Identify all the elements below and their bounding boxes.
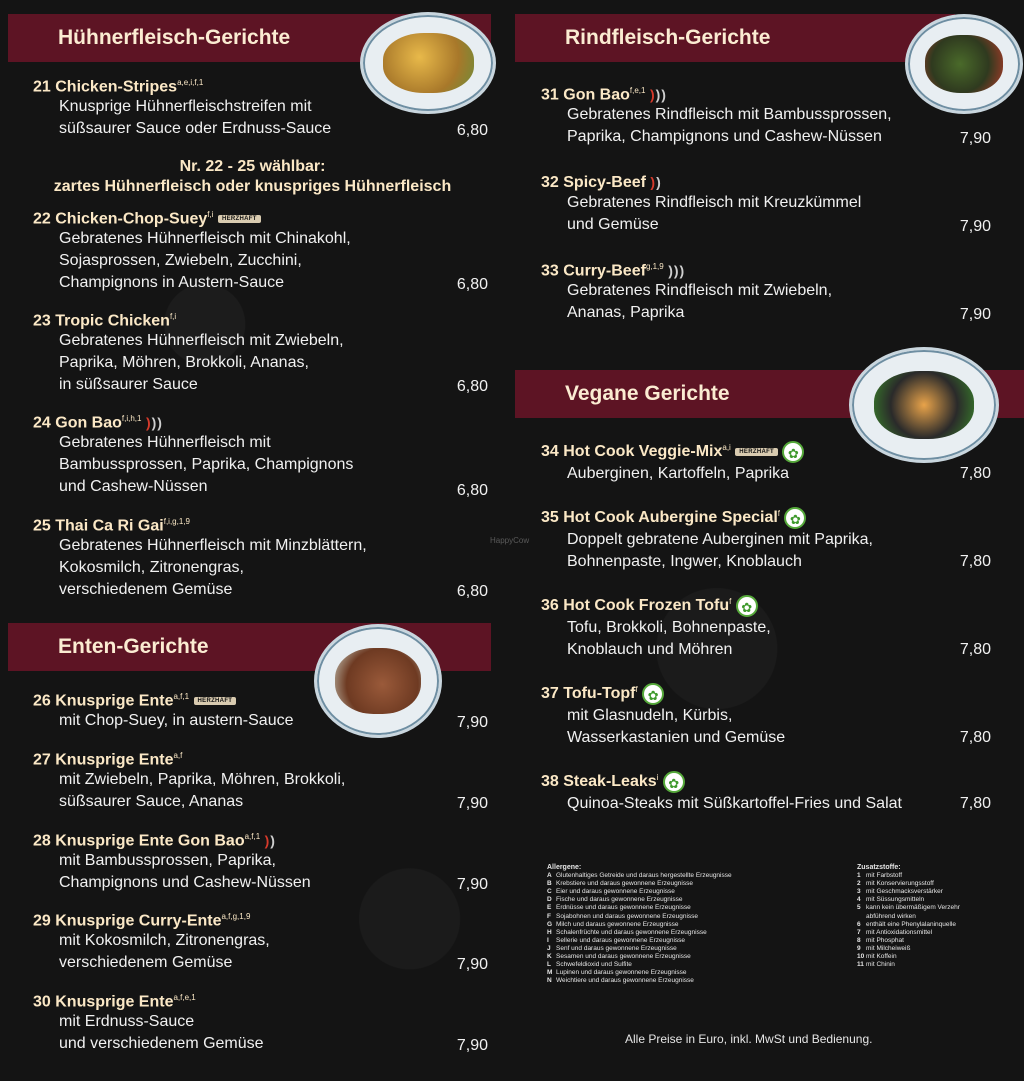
legend-key: H: [547, 928, 552, 936]
item-desc-line: und Cashew-Nüssen: [59, 478, 208, 496]
legend-row: [857, 904, 1022, 912]
item-title: 28 Knusprige Ente Gon Bao: [33, 832, 245, 850]
legend-text: mit Farbstoff: [866, 872, 903, 880]
menu-item-35: [541, 507, 991, 573]
item-desc-line: mit Kokosmilch, Zitronengras,: [59, 932, 270, 950]
legend-row: [857, 945, 1022, 953]
item-price: 6,80: [456, 583, 488, 600]
item-allergens: f,i,h,1: [121, 414, 142, 423]
item-allergens: f: [777, 508, 781, 518]
legend-row: [857, 913, 1022, 921]
legend-text: Weichtiere und daraus gewonnene Erzeugnisse: [556, 977, 694, 985]
item-title: 31 Gon Bao: [541, 86, 630, 104]
legend-text: mit Milcheiweiß: [866, 944, 911, 952]
legend-row: [857, 872, 1022, 880]
legend-text: mit Chinin: [866, 961, 895, 969]
item-price: 7,90: [959, 130, 991, 147]
legend-key: 10: [857, 953, 865, 961]
legend-row: [547, 945, 827, 953]
item-desc-line: Quinoa-Steaks mit Süßkartoffel-Fries und Salat: [567, 795, 902, 812]
item-desc-line: Bohnenpaste, Ingwer, Knoblauch: [567, 553, 802, 570]
legend-key: 3: [857, 888, 861, 896]
allergen-legend-title: Allergene:: [547, 864, 582, 871]
legend-row: [547, 904, 827, 912]
item-desc-line: Gebratenes Hühnerfleisch mit Zwiebeln,: [59, 332, 344, 350]
item-price: 7,80: [959, 465, 991, 482]
item-title: 22 Chicken-Chop-Suey: [33, 210, 208, 228]
legend-row: [547, 937, 827, 945]
item-desc-line: Kokosmilch, Zitronengras,: [59, 559, 244, 577]
legend-row: [547, 921, 827, 929]
item-allergens: f,i,g,1,9: [163, 517, 190, 526]
legend-row: [857, 921, 1022, 929]
legend-row: [857, 953, 1022, 961]
item-desc-line: Paprika, Champignons und Cashew-Nüssen: [567, 128, 882, 146]
legend-text: Sellerie und daraus gewonnene Erzeugnisse: [556, 936, 686, 944]
legend-key: F: [547, 912, 551, 920]
item-allergens: a,f,1: [244, 832, 261, 841]
item-desc-line: Gebratenes Rindfleisch mit Zwiebeln,: [567, 282, 833, 300]
legend-text: mit Geschmacksverstärker: [866, 888, 943, 896]
legend-text: Erdnüsse und daraus gewonnene Erzeugnisse: [556, 904, 691, 912]
legend-row: [547, 961, 827, 969]
menu-item-22: [33, 210, 488, 294]
legend-row: [547, 888, 827, 896]
item-allergens: a,e,i,f,1: [177, 78, 204, 87]
legend-key: 2: [857, 880, 861, 888]
item-title: 26 Knusprige Ente: [33, 692, 174, 710]
legend-row: [547, 913, 827, 921]
item-title: 30 Knusprige Ente: [33, 993, 174, 1011]
legend-text: Sesamen und daraus gewonnene Erzeugnisse: [556, 953, 691, 961]
item-desc-line: Knusprige Hühnerfleischstreifen mit: [59, 98, 312, 116]
item-price: 7,90: [456, 956, 488, 973]
menu-item-23: [33, 312, 488, 396]
legend-row: [547, 969, 827, 977]
legend-row: [547, 880, 827, 888]
watermark: HappyCow: [490, 536, 530, 545]
allergen-legend: [547, 864, 827, 985]
item-desc-line: in süßsaurer Sauce: [59, 376, 198, 394]
legend-row: [857, 929, 1022, 937]
menu-item-29: [33, 912, 488, 974]
additive-legend-title: Zusatzstoffe:: [857, 864, 901, 871]
item-desc-line: Ananas, Paprika: [567, 304, 685, 322]
section-title: Vegane Gerichte: [565, 382, 730, 405]
legend-row: [547, 977, 827, 985]
legend-row: [857, 880, 1022, 888]
menu-item-37: [541, 683, 991, 749]
item-title: 29 Knusprige Curry-Ente: [33, 912, 222, 930]
item-title: 34 Hot Cook Veggie-Mix: [541, 443, 723, 461]
choice-note: [0, 158, 505, 196]
section-title: Enten-Gerichte: [58, 635, 209, 658]
menu-item-26: [33, 692, 488, 732]
item-price: 6,80: [456, 482, 488, 499]
item-title: 25 Thai Ca Ri Gai: [33, 517, 164, 535]
item-allergens: a,i: [722, 442, 731, 452]
leaf-icon: ✿: [736, 595, 758, 617]
legend-row: [547, 896, 827, 904]
menu-item-28: [33, 832, 488, 894]
item-desc-line: mit Bambussprossen, Paprika,: [59, 852, 276, 870]
legend-text: kann kein übermäßigem Verzehr: [866, 904, 960, 912]
legend-key: 5: [857, 904, 861, 912]
menu-item-25: [33, 517, 488, 601]
legend-row: [857, 896, 1022, 904]
legend-text: mit Phosphat: [866, 936, 904, 944]
legend-text: mit Süssungsmitteln: [866, 896, 925, 904]
item-desc-line: Wasserkastanien und Gemüse: [567, 729, 786, 746]
legend-text: Krebstiere und daraus gewonnene Erzeugnisse: [556, 880, 693, 888]
item-price: 7,90: [456, 1037, 488, 1054]
chili-icon: ))): [649, 86, 667, 103]
legend-row: [547, 929, 827, 937]
leaf-icon: ✿: [784, 507, 806, 529]
legend-key: 9: [857, 944, 861, 952]
legend-key: I: [547, 936, 549, 944]
section-header-beef: [515, 14, 955, 62]
item-price: 7,90: [959, 306, 991, 323]
item-price: 6,80: [456, 276, 488, 293]
leaf-icon: ✿: [663, 771, 685, 793]
herzhaft-badge: HERZHAFT: [735, 448, 778, 456]
item-title: 35 Hot Cook Aubergine Special: [541, 509, 778, 527]
section-title: Rindfleisch-Gerichte: [565, 26, 771, 49]
item-desc-line: Doppelt gebratene Auberginen mit Paprika,: [567, 531, 873, 548]
legend-text: Schwefeldioxid und Sulfite: [556, 961, 632, 969]
item-price: 6,80: [456, 122, 488, 139]
item-title: 38 Steak-Leaks: [541, 773, 657, 791]
legend-key: 11: [857, 961, 864, 969]
item-price: 7,90: [456, 714, 488, 731]
item-desc-line: mit Glasnudeln, Kürbis,: [567, 707, 733, 724]
legend-row: [547, 953, 827, 961]
item-desc-line: Bambussprossen, Paprika, Champignons: [59, 456, 354, 474]
item-allergens: f,i: [169, 312, 177, 321]
menu-item-21: [33, 78, 488, 140]
legend-key: 6: [857, 920, 861, 928]
item-desc-line: Auberginen, Kartoffeln, Paprika: [567, 465, 790, 482]
item-price: 7,80: [959, 729, 991, 746]
legend-text: mit Antioxidationsmittel: [866, 928, 933, 936]
legend-key: A: [547, 872, 552, 880]
legend-text: enthält eine Phenylalaninquelle: [866, 920, 956, 928]
item-allergens: a,f,1: [173, 692, 190, 701]
legend-text: mit Koffein: [866, 953, 897, 961]
item-title: 27 Knusprige Ente: [33, 751, 174, 769]
item-title: 33 Curry-Beef: [541, 262, 646, 280]
legend-key: D: [547, 896, 552, 904]
legend-key: G: [547, 920, 553, 928]
menu-item-34: [541, 441, 991, 485]
chili-icon: ))): [668, 262, 686, 279]
legend-text: abführend wirken: [866, 912, 916, 920]
menu-item-30: [33, 993, 488, 1055]
legend-key: 1: [857, 872, 861, 880]
herzhaft-badge: HERZHAFT: [218, 215, 261, 223]
legend-key: J: [547, 944, 551, 952]
legend-text: Milch und daraus gewonnene Erzeugnisse: [556, 920, 679, 928]
item-title: 21 Chicken-Stripes: [33, 78, 178, 96]
additive-legend: [857, 864, 1022, 969]
legend-key: L: [547, 961, 551, 969]
menu-item-32: [541, 174, 991, 236]
legend-key: N: [547, 977, 552, 985]
item-price: 7,80: [959, 795, 991, 812]
legend-text: mit Konservierungsstoff: [866, 880, 934, 888]
menu-item-24: [33, 414, 488, 498]
item-price: 6,80: [456, 378, 488, 395]
item-desc-line: und verschiedenem Gemüse: [59, 1035, 264, 1053]
item-title: 37 Tofu-Topf: [541, 685, 636, 703]
item-allergens: a,f: [173, 751, 183, 760]
legend-key: E: [547, 904, 552, 912]
choice-note-line: zartes Hühnerfleisch oder knuspriges Hühnerfleisch: [53, 178, 452, 195]
legend-key: B: [547, 880, 552, 888]
chili-icon: ))): [145, 414, 163, 431]
item-desc-line: Gebratenes Hühnerfleisch mit: [59, 434, 271, 452]
legend-text: Glutenhaltiges Getreide und daraus hergestellte Erzeugnisse: [556, 872, 732, 880]
menu-item-27: [33, 751, 488, 813]
legend-text: Eier und daraus gewonnene Erzeugnisse: [556, 888, 675, 896]
item-desc-line: Champignons in Austern-Sauce: [59, 274, 285, 292]
item-desc-line: mit Chop-Suey, in austern-Sauce: [59, 712, 294, 730]
item-desc-line: Champignons und Cashew-Nüssen: [59, 874, 311, 892]
item-allergens: a,f,g,1,9: [221, 912, 251, 921]
item-desc-line: süßsaurer Sauce, Ananas: [59, 793, 244, 811]
item-desc-line: mit Zwiebeln, Paprika, Möhren, Brokkoli,: [59, 771, 346, 789]
item-allergens: f,e,1: [629, 86, 646, 95]
item-title: 24 Gon Bao: [33, 414, 122, 432]
item-desc-line: Paprika, Möhren, Brokkoli, Ananas,: [59, 354, 309, 372]
legend-key: K: [547, 953, 552, 961]
choice-note-line: Nr. 22 - 25 wählbar:: [179, 158, 326, 175]
legend-key: M: [547, 969, 553, 977]
legend-key: 8: [857, 936, 861, 944]
item-allergens: f: [729, 596, 732, 606]
chili-icon: )): [264, 832, 276, 849]
menu-item-33: [541, 262, 991, 324]
section-title: Hühnerfleisch-Gerichte: [58, 26, 291, 49]
item-title: 23 Tropic Chicken: [33, 312, 170, 330]
item-desc-line: Tofu, Brokkoli, Bohnenpaste,: [567, 619, 771, 636]
item-desc-line: Sojasprossen, Zwiebeln, Zucchini,: [59, 252, 302, 270]
menu-item-36: [541, 595, 991, 661]
item-desc-line: süßsaurer Sauce oder Erdnuss-Sauce: [59, 120, 332, 138]
item-title: 36 Hot Cook Frozen Tofu: [541, 597, 730, 615]
item-desc-line: Gebratenes Rindfleisch mit Kreuzkümmel: [567, 194, 862, 211]
item-desc-line: verschiedenem Gemüse: [59, 581, 233, 599]
item-allergens: i: [656, 772, 659, 782]
item-desc-line: mit Erdnuss-Sauce: [59, 1013, 195, 1031]
item-desc-line: verschiedenem Gemüse: [59, 954, 233, 972]
price-footnote: Alle Preise in Euro, inkl. MwSt und Bedienung.: [625, 1032, 873, 1046]
item-allergens: g,1,9: [645, 262, 664, 271]
leaf-icon: ✿: [782, 441, 804, 463]
item-price: 7,80: [959, 553, 991, 570]
leaf-icon: ✿: [642, 683, 664, 705]
item-desc-line: Knoblauch und Möhren: [567, 641, 733, 658]
menu-item-31: [541, 86, 991, 148]
legend-key: 4: [857, 896, 861, 904]
legend-text: Schalenfrüchte und daraus gewonnene Erzeugnisse: [556, 928, 707, 936]
legend-row: [857, 888, 1022, 896]
legend-text: Fische und daraus gewonnene Erzeugnisse: [556, 896, 683, 904]
legend-key: C: [547, 888, 552, 896]
item-price: 7,90: [456, 876, 488, 893]
item-desc-line: Gebratenes Rindfleisch mit Bambussprossen,: [567, 106, 892, 124]
item-desc-line: Gebratenes Hühnerfleisch mit Minzblättern,: [59, 537, 367, 555]
item-price: 7,90: [959, 218, 991, 235]
item-allergens: f,i: [207, 210, 214, 219]
legend-text: Senf und daraus gewonnene Erzeugnisse: [556, 944, 677, 952]
legend-row: [857, 937, 1022, 945]
menu-item-38: [541, 771, 991, 815]
item-allergens: f: [635, 684, 638, 694]
legend-text: Sojabohnen und daraus gewonnene Erzeugnisse: [556, 912, 699, 920]
herzhaft-badge: HERZHAFT: [194, 697, 237, 705]
item-allergens: a,f,e,1: [173, 993, 196, 1002]
item-desc-line: Gebratenes Hühnerfleisch mit Chinakohl,: [59, 230, 351, 248]
item-price: 7,90: [456, 795, 488, 812]
legend-row: [547, 872, 827, 880]
legend-row: [857, 961, 1022, 969]
item-title: 32 Spicy-Beef: [541, 174, 646, 191]
item-desc-line: und Gemüse: [567, 216, 659, 233]
legend-key: 7: [857, 928, 861, 936]
item-price: 7,80: [959, 641, 991, 658]
legend-text: Lupinen und daraus gewonnene Erzeugnisse: [556, 969, 687, 977]
chili-icon: )): [650, 174, 662, 190]
